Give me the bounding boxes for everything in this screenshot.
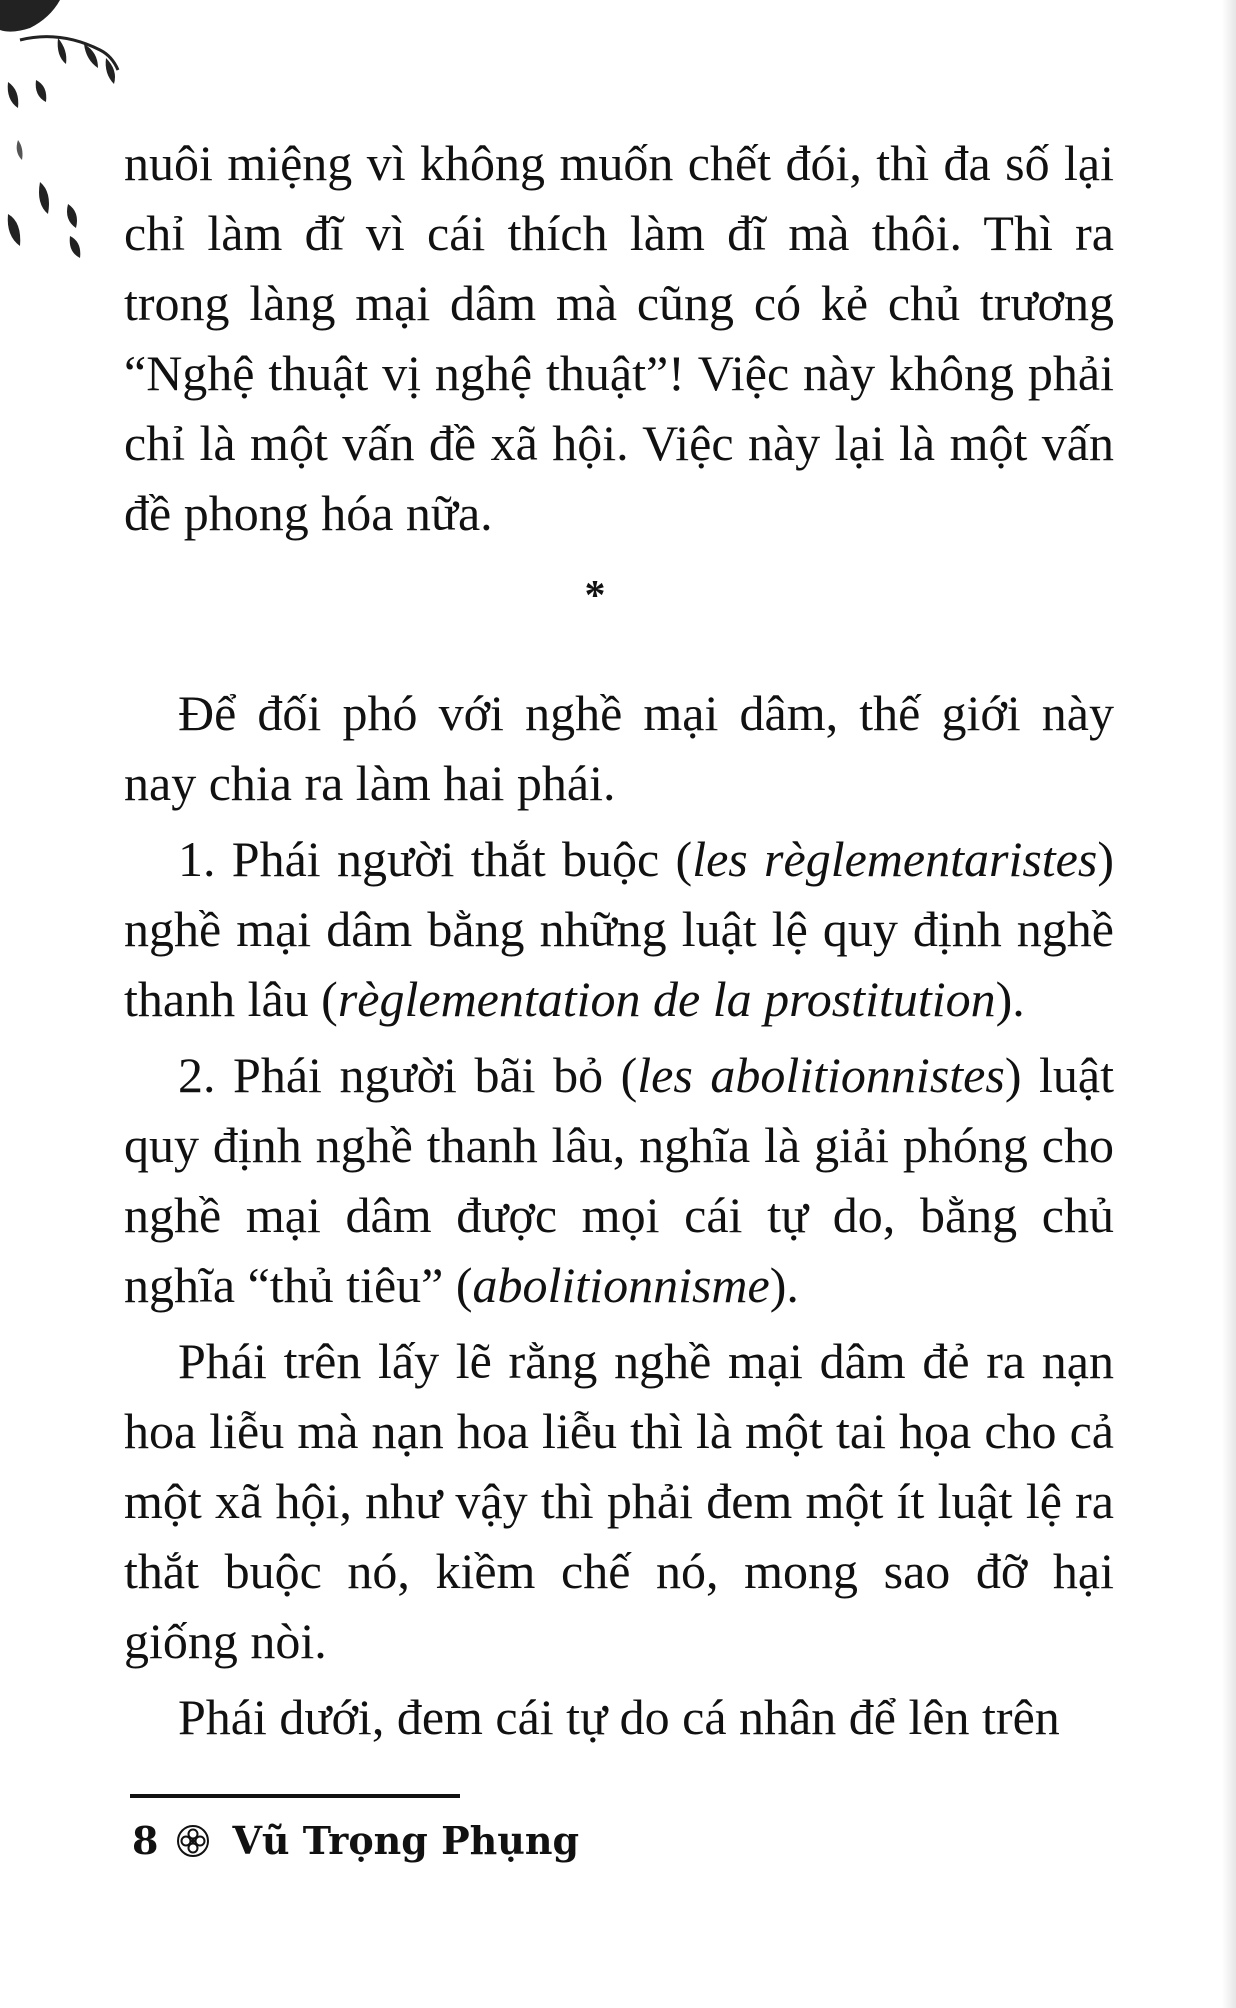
author-name: Vũ Trọng Phụng bbox=[232, 1818, 580, 1863]
paragraph-2: Để đối phó với nghề mại dâm, thế giới này nay chia ra làm hai phái. bbox=[124, 685, 1114, 811]
italic-term: les abolitionnistes bbox=[637, 1047, 1005, 1103]
flower-icon bbox=[176, 1824, 210, 1858]
paragraph-3: 1. Phái người thắt buộc (les règlementaristes) nghề mại dâm bằng những luật lệ quy định nghề thanh lâu (règlementation de la prostitution). bbox=[124, 831, 1114, 1027]
leaf-ornament-icon bbox=[0, 0, 130, 270]
paragraph-6: Phái dưới, đem cái tự do cá nhân để lên trên bbox=[178, 1689, 1060, 1745]
page-number: 8 bbox=[132, 1818, 159, 1863]
page-edge-shadow bbox=[1222, 0, 1236, 2008]
section-separator: * bbox=[584, 573, 606, 619]
body-text bbox=[124, 128, 1114, 1758]
italic-term: abolitionnisme bbox=[472, 1257, 770, 1313]
paragraph-4: 2. Phái người bãi bỏ (les abolitionnistes) luật quy định nghề thanh lâu, nghĩa là giải phóng cho nghề mại dâm được mọi cái tự do, bằng chủ nghĩa “thủ tiêu” (abolitionnisme). bbox=[124, 1047, 1114, 1313]
italic-term: les règlementaristes bbox=[692, 831, 1098, 887]
page-footer bbox=[132, 1816, 579, 1866]
italic-term: règlementation de la prostitution bbox=[337, 971, 996, 1027]
paragraph-5: Phái trên lấy lẽ rằng nghề mại dâm đẻ ra nạn hoa liễu mà nạn hoa liễu thì là một tai họa cho cả một xã hội, như vậy thì phải đem một ít luật lệ ra thắt buộc nó, kiềm chế nó, mong sao đỡ hại giống nòi. bbox=[124, 1333, 1114, 1669]
paragraph-1: nuôi miệng vì không muốn chết đói, thì đa số lại chỉ làm đĩ vì cái thích làm đĩ mà thôi. Thì ra trong làng mại dâm mà cũng có kẻ chủ trương “Nghệ thuật vị nghệ thuật”! Việc này không phải chỉ là một vấn đề xã hội. Việc này lại là một vấn đề phong hóa nữa. bbox=[124, 135, 1114, 541]
footer-divider bbox=[130, 1794, 460, 1798]
